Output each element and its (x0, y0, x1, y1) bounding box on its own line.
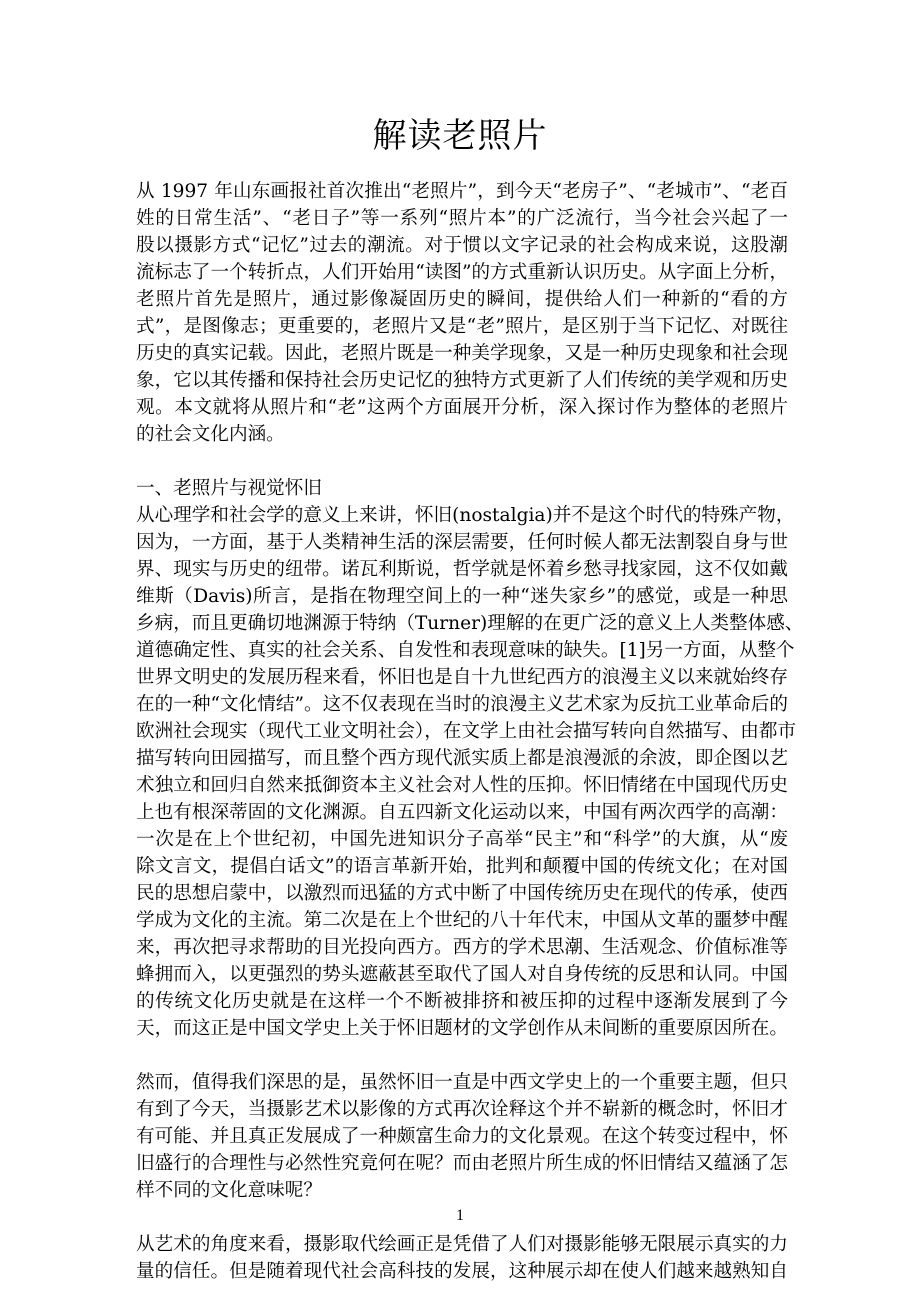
text-line: 天，而这正是中国文学史上关于怀旧题材的文学创作从未间断的重要原因所在。 (136, 1018, 788, 1039)
text-line: 欧洲社会现实（现代工业文明社会），在文学上由社会描写转向自然描写、由都市 (136, 721, 797, 742)
text-line: 因为，一方面，基于人类精神生活的深层需要，任何时候人都无法割裂自身与世 (136, 532, 788, 553)
document-title: 解读老照片 (372, 116, 548, 156)
section-heading: 一、老照片与视觉怀旧 (136, 478, 322, 499)
text-line: 然而，值得我们深思的是，虽然怀旧一直是中西文学史上的一个重要主题，但只 (136, 1072, 788, 1093)
paragraph-intro (136, 178, 788, 448)
text-line: 术独立和回归自然来抵御资本主义社会对人性的压抑。怀旧情绪在中国现代历史 (136, 775, 788, 796)
text-line: 旧盛行的合理性与必然性究竟何在呢？而由老照片所生成的怀旧情结又蕴涵了怎 (136, 1153, 788, 1174)
text-line: 除文言文，提倡白话文”的语言革新开始，批判和颠覆中国的传统文化；在对国 (136, 856, 788, 877)
document-body (136, 178, 804, 1285)
text-line: 量的信任。但是随着现代社会高科技的发展，这种展示却在使人们越来越熟知自 (136, 1261, 788, 1282)
text-line: 道德确定性、真实的社会关系、自发性和表现意味的缺失。[1]另一方面，从整个 (136, 640, 795, 661)
text-line: 民的思想启蒙中，以激烈而迅猛的方式中断了中国传统历史在现代的传承，使西 (136, 883, 788, 904)
text-line: 乡病，而且更确切地渊源于特纳（Turner)理解的在更广泛的意义上人类整体感、 (136, 613, 804, 634)
text-line: 有可能、并且真正发展成了一种颇富生命力的文化景观。在这个转变过程中，怀 (136, 1126, 788, 1147)
text-line: 的传统文化历史就是在这样一个不断被排挤和被压抑的过程中逐渐发展到了今 (136, 991, 788, 1012)
paragraph-however (136, 1069, 788, 1204)
paragraph-spacer (136, 1042, 788, 1069)
text-line: 描写转向田园描写，而且整个西方现代派实质上都是浪漫派的余波，即企图以艺 (136, 748, 788, 769)
text-line: 的社会文化内涵。 (136, 424, 285, 445)
text-line: 上也有根深蒂固的文化渊源。自五四新文化运动以来，中国有两次西学的高潮： (136, 802, 788, 823)
text-line: 学成为文化的主流。第二次是在上个世纪的八十年代末，中国从文革的噩梦中醒 (136, 910, 788, 931)
text-line: 从艺术的角度来看，摄影取代绘画正是凭借了人们对摄影能够无限展示真实的力 (136, 1234, 788, 1255)
text-line: 来，再次把寻求帮助的目光投向西方。西方的学术思潮、生活观念、价值标准等 (136, 937, 788, 958)
text-line: 股以摄影方式“记忆”过去的潮流。对于惯以文字记录的社会构成来说，这股潮 (136, 235, 788, 256)
text-line: 历史的真实记载。因此，老照片既是一种美学现象，又是一种历史现象和社会现 (136, 343, 788, 364)
text-line: 老照片首先是照片，通过影像凝固历史的瞬间，提供给人们一种新的“看的方 (136, 289, 788, 310)
text-line: 有到了今天，当摄影艺术以影像的方式再次诠释这个并不崭新的概念时，怀旧才 (136, 1099, 788, 1120)
page-number: 1 (456, 1207, 464, 1224)
paragraph-spacer (136, 448, 788, 475)
paragraph-art (136, 1231, 788, 1285)
text-line: 维斯（Davis)所言，是指在物理空间上的一种“迷失家乡”的感觉，或是一种思 (136, 586, 788, 607)
text-line: 世界文明史的发展历程来看，怀旧也是自十九世纪西方的浪漫主义以来就始终存 (136, 667, 788, 688)
text-line: 蜂拥而入，以更强烈的势头遮蔽甚至取代了国人对自身传统的反思和认同。中国 (136, 964, 788, 985)
section-one (136, 475, 804, 1042)
text-line: 式”，是图像志；更重要的，老照片又是“老”照片，是区别于当下记忆、对既往 (136, 316, 788, 337)
text-line: 流标志了一个转折点，人们开始用“读图”的方式重新认识历史。从字面上分析， (136, 262, 788, 283)
text-line: 象，它以其传播和保持社会历史记忆的独特方式更新了人们传统的美学观和历史 (136, 370, 788, 391)
text-line: 在的一种“文化情结”。这不仅表现在当时的浪漫主义艺术家为反抗工业革命后的 (136, 694, 788, 715)
text-line: 一次是在上个世纪初，中国先进知识分子高举“民主”和“科学”的大旗，从“废 (136, 829, 788, 850)
text-line: 从心理学和社会学的意义上来讲，怀旧(nostalgia)并不是这个时代的特殊产物， (136, 505, 795, 526)
text-line: 从 1997 年山东画报社首次推出“老照片”，到今天“老房子”、“老城市”、“老百 (136, 181, 788, 202)
text-line: 界、现实与历史的纽带。诺瓦利斯说，哲学就是怀着乡愁寻找家园，这不仅如戴 (136, 559, 788, 580)
text-line: 观。本文就将从照片和“老”这两个方面展开分析，深入探讨作为整体的老照片 (136, 397, 788, 418)
text-line: 样不同的文化意味呢？ (136, 1180, 322, 1201)
text-line: 姓的日常生活”、“老日子”等一系列“照片本”的广泛流行，当今社会兴起了一 (136, 208, 788, 229)
